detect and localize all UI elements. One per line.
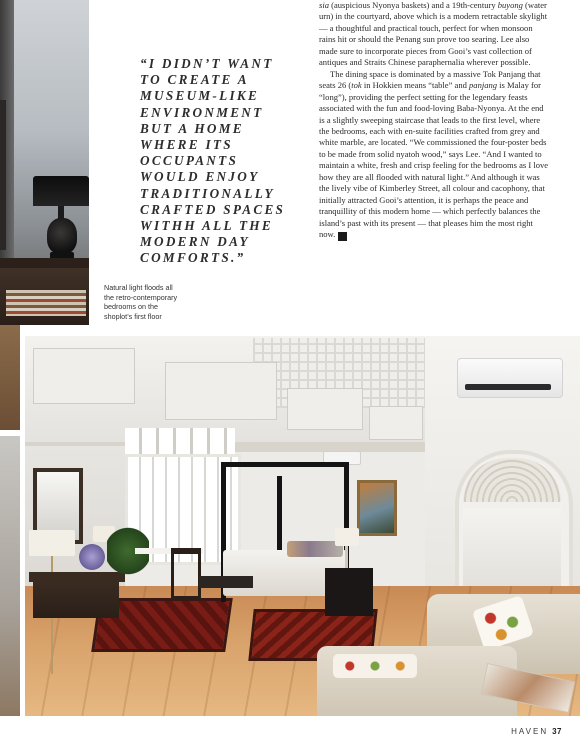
italic-term: buyong [497, 0, 523, 10]
wall-panel [165, 362, 277, 420]
wall-panel [287, 388, 363, 430]
page-folio [511, 727, 562, 736]
italic-term: panjang [469, 80, 498, 91]
wall-panel [369, 406, 423, 440]
floor-lamp-shade [29, 530, 75, 556]
body-paragraph [319, 69, 549, 241]
italic-term: sia [319, 0, 329, 10]
magazine-name: HAVEN [511, 727, 549, 736]
photo-caption: Natural light floods all the retro-contemporary bedrooms on the shoplot’s first floor [104, 283, 178, 321]
wall-panel [33, 348, 135, 404]
text-run: The dining space is dominated by a massive Tok Panjang that seats 26 ( [319, 68, 541, 91]
air-conditioner-vent [465, 384, 551, 390]
wall-frame [0, 100, 6, 250]
end-mark-icon: H [338, 232, 347, 241]
book-stack [6, 290, 86, 316]
photo-strip-top [0, 325, 20, 430]
body-paragraph [319, 0, 549, 69]
pull-quote: “I DIDN’T WANT TO CREATE A MUSEUM-LIKE ENVIRONMENT BUT A HOME WHERE ITS OCCUPANTS WOULD ENJOY TRADITIONALLY CRAFTED SPACES WITHH ALL THE MODERN DAY COMFORTS.” [140, 56, 286, 266]
text-run: (water urn) in the courtyard, above which is a modern retractable skylight — a thoughtful and practical touch, perfect for when monsoon rains hit or should the Penang sun prove too searing. Lee also made sure to incorporate pieces from Gooi’s vast collection of antiques and Straits Chinese paraphernalia wherever possible. [319, 0, 548, 68]
text-run: (auspicious Nyonya baskets) and a 19th-century [328, 0, 498, 10]
table-lamp-base [47, 218, 77, 254]
air-conditioner [457, 358, 563, 398]
page-number: 37 [552, 727, 562, 736]
bedside-lamp-stem [345, 546, 348, 570]
flower-vase [77, 542, 107, 572]
photo-lamp-corner [0, 0, 89, 325]
patterned-cushion [333, 654, 417, 678]
desk-chair [171, 548, 201, 599]
text-run: in Hokkien means “table” and [361, 80, 470, 91]
bedside-lamp-shade [335, 528, 359, 546]
italic-term: tok [351, 80, 362, 91]
table-lamp-shade [33, 176, 89, 206]
console-table-base [33, 582, 119, 618]
canopy-frame [221, 462, 349, 467]
bed-bench [199, 576, 253, 588]
bed-post [277, 476, 282, 558]
transom-window [125, 428, 235, 454]
paragraph-text [319, 69, 548, 239]
photo-strip-bottom [0, 436, 20, 716]
photo-bedroom [25, 336, 580, 716]
nightstand [325, 568, 373, 616]
framed-painting [357, 480, 397, 536]
console-top [0, 258, 89, 268]
text-run: is Malay for “long”), providing the perfect setting for the legendary feasts associated with the fun and food-loving Baba-Nyonya. At the end is a slightly sweeping staircase that leads to the first level, where the bedrooms, each with en-suite facilities crafted from grey and white marble, are located. “We commissioned the four-poster beds to be made from solid nyatoh wood,” says Lee. “And I wanted to maintain a white, fresh and crisp feeling for the bedrooms as I love how they are all flooded with natural light.” And although it was the lively vibe of Kimberley Street, all colour and cacophony, that initially attracted Gooi’s attention, it is perhaps the peace and tranquillity of this modern home — which perfectly balances the island’s past with its present — that pleases him the most right now. [319, 80, 549, 240]
article-body [319, 0, 549, 241]
